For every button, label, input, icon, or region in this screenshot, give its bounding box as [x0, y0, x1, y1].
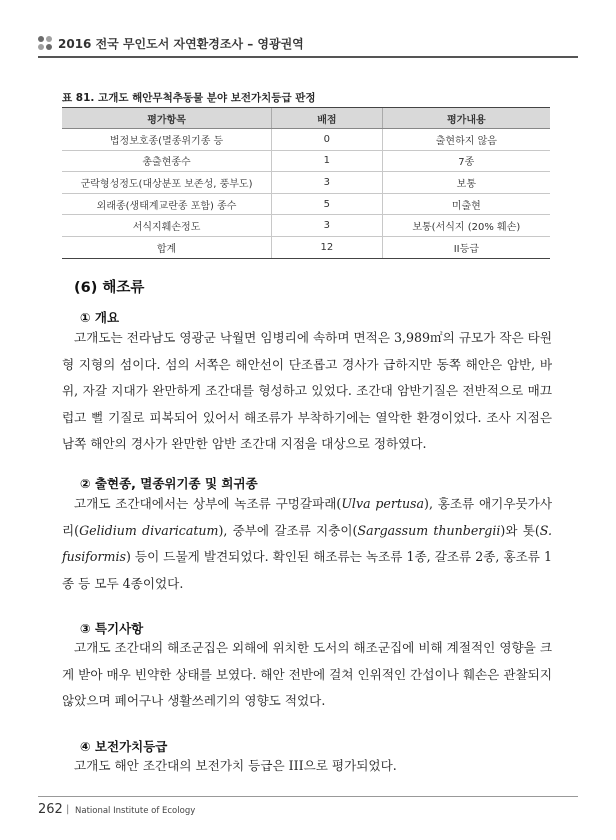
text-run: ), 중부에 갈조류 지충이( — [218, 522, 358, 538]
table-cell: 3 — [272, 172, 383, 194]
table-cell: 보통 — [382, 172, 550, 194]
header-dots-icon — [38, 36, 54, 50]
dot-icon — [38, 44, 44, 50]
section-title: (6) 해조류 — [74, 280, 145, 296]
paragraph-species — [62, 491, 552, 597]
table-caption: 표 81. 고개도 해안무척추동물 분야 보전가치등급 판정 — [62, 92, 316, 104]
table-row — [62, 172, 550, 194]
evaluation-table — [62, 107, 550, 259]
header-rule — [38, 56, 578, 58]
table-cell: 12 — [272, 236, 383, 258]
species-name: Sargassum thunbergii — [357, 522, 501, 538]
table-cell: 5 — [272, 193, 383, 215]
table-total-row — [62, 236, 550, 258]
subsection-title-species: ② 출현종, 멸종위기종 및 희귀종 — [80, 476, 258, 491]
table-cell: 합계 — [62, 236, 272, 258]
paragraph-notes: 고개도 조간대의 해조군집은 외해에 위치한 도서의 해조군집에 비해 계절적인 영향을 크게 받아 매우 빈약한 상태를 보였다. 해안 전반에 걸쳐 인위적인 간섭이나 훼손은 관찰되지 않았으며 폐어구나 생활쓰레기의 영향도 적었다. — [62, 640, 553, 708]
page-number: 262 — [38, 802, 63, 817]
table-cell: 법정보호종(멸종위기종 등 — [62, 129, 272, 151]
table-cell: II등급 — [382, 236, 550, 258]
table-cell: 0 — [272, 129, 383, 151]
dot-icon — [46, 44, 52, 50]
column-header: 평가항목 — [62, 108, 272, 129]
dot-icon — [38, 36, 44, 42]
text-run: ), 홍조류 애기우뭇가사리( — [62, 496, 552, 538]
subsection-title-notes: ③ 특기사항 — [80, 621, 144, 636]
paragraph-grade: 고개도 해안 조간대의 보전가치 등급은 III으로 평가되었다. — [74, 758, 397, 773]
table-cell: 보통(서식지 (20% 훼손) — [382, 215, 550, 237]
subsection-title-overview: ① 개요 — [80, 310, 120, 325]
species-name: S. fusiformis — [62, 522, 552, 564]
text-run: )와 톳( — [500, 522, 540, 538]
table-cell: 출현하지 않음 — [382, 129, 550, 151]
text-run: ) 등이 드물게 발견되었다. 확인된 해조류는 녹조류 1종, 갈조류 2종, 홍조류 1종 등 모두 4종이었다. — [62, 549, 552, 591]
table-cell: 서식지훼손정도 — [62, 215, 272, 237]
text-run: 고개도 조간대에서는 상부에 녹조류 구멍갈파래( — [74, 496, 342, 511]
table-cell: 미출현 — [382, 193, 550, 215]
species-name: Ulva pertusa — [341, 496, 425, 511]
dot-icon — [46, 36, 52, 42]
table-cell: 군락형성정도(대상분포 보존성, 풍부도) — [62, 172, 272, 194]
footer-institution: National Institute of Ecology — [75, 806, 196, 816]
table-header-row — [62, 108, 550, 129]
table-row — [62, 215, 550, 237]
species-name: Gelidium divaricatum — [79, 522, 219, 538]
footer-rule — [38, 796, 578, 797]
header-title: 2016 전국 무인도서 자연환경조사 – 영광권역 — [58, 37, 304, 51]
column-header: 배점 — [272, 108, 383, 129]
paragraph-overview: 고개도는 전라남도 영광군 낙월면 임병리에 속하며 면적은 3,989㎡의 규모가 작은 타원형 지형의 섬이다. 섬의 서쪽은 해안선이 단조롭고 경사가 급하지만 동쪽 해안은 암반, 바위, 자갈 지대가 완만하게 조간대를 형성하고 있었다. 조간대 암반기질은 전반적으로 매끄럽고 뻘 기질로 피복되어 있어서 해조류가 부착하기에는 열악한 환경이었다. 조사 지점은 남쪽 해안의 경사가 완만한 암반 조간대 지점을 대상으로 정하였다. — [62, 330, 552, 451]
table-row — [62, 150, 550, 172]
table-cell: 외래종(생태계교란종 포함) 종수 — [62, 193, 272, 215]
subsection-title-grade: ④ 보전가치등급 — [80, 739, 168, 754]
table-cell: 총출현종수 — [62, 150, 272, 172]
table-cell: 3 — [272, 215, 383, 237]
table-row — [62, 129, 550, 151]
table-cell: 1 — [272, 150, 383, 172]
running-header — [38, 32, 578, 54]
footer-separator: | — [66, 804, 70, 815]
table-row — [62, 193, 550, 215]
table-cell: 7종 — [382, 150, 550, 172]
column-header: 평가내용 — [382, 108, 550, 129]
